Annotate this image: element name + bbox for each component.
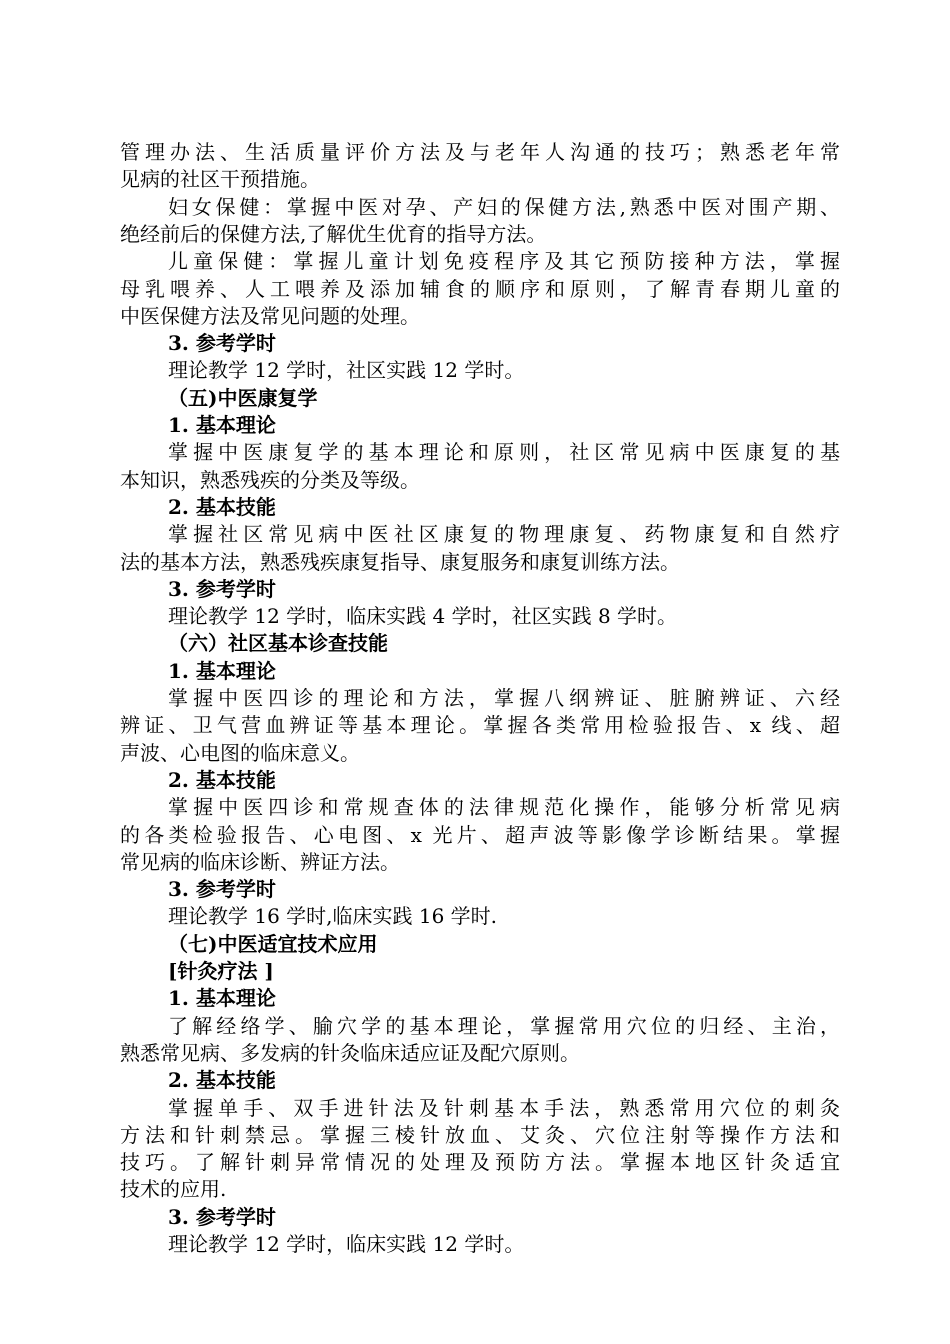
body-text-line: 技术的应用. <box>120 1177 227 1201</box>
body-text-line: 熟悉常见病、多发病的针灸临床适应证及配穴原则。 <box>120 1041 580 1065</box>
body-text-line: 掌握中医康复学的基本理论和原则，社区常见病中医康复的基 <box>168 440 840 464</box>
body-text-line: 技巧。了解针刺异常情况的处理及预防方法。掌握本地区针灸适宜 <box>120 1150 840 1174</box>
body-text-line: 理论教学 12 学时，社区实践 12 学时。 <box>168 358 525 382</box>
body-text-line: 本知识，熟悉残疾的分类及等级。 <box>120 468 420 492</box>
body-text-line: 掌握单手、双手进针法及针刺基本手法，熟悉常用穴位的刺灸 <box>168 1096 840 1120</box>
body-text-line: 母乳喂养、人工喂养及添加辅食的顺序和原则，了解青春期儿童的 <box>120 277 840 301</box>
body-text-line: 方法和针刺禁忌。掌握三棱针放血、艾灸、穴位注射等操作方法和 <box>120 1123 840 1147</box>
subheading: 3. 参考学时 <box>168 331 276 355</box>
subheading: 1. 基本理论 <box>168 986 276 1010</box>
subheading: 1. 基本理论 <box>168 413 276 437</box>
subheading: 3. 参考学时 <box>168 877 276 901</box>
body-text-line: 掌握中医四诊和常规查体的法律规范化操作，能够分析常见病 <box>168 795 840 819</box>
body-text-line: 中医保健方法及常见问题的处理。 <box>120 304 420 328</box>
subheading: 2. 基本技能 <box>168 768 276 792</box>
body-text-line: 儿童保健：掌握儿童计划免疫程序及其它预防接种方法，掌握 <box>168 249 840 273</box>
body-text-line: 管理办法、生活质量评价方法及与老年人沟通的技巧；熟悉老年常 <box>120 140 840 164</box>
subheading: 3. 参考学时 <box>168 577 276 601</box>
body-text-line: 了解经络学、腧穴学的基本理论，掌握常用穴位的归经、主治， <box>168 1014 840 1038</box>
subheading: 2. 基本技能 <box>168 1068 276 1092</box>
body-text-line: 法的基本方法，熟悉残疾康复指导、康复服务和康复训练方法。 <box>120 550 680 574</box>
subsection-heading: [针灸疗法 ] <box>168 959 274 983</box>
section-heading: （五)中医康复学 <box>168 386 318 410</box>
body-text-line: 辨证、卫气营血辨证等基本理论。掌握各类常用检验报告、x 线、超 <box>120 713 840 737</box>
subheading: 2. 基本技能 <box>168 495 276 519</box>
body-text-line: 理论教学 12 学时，临床实践 12 学时。 <box>168 1232 525 1256</box>
body-text-line: 见病的社区干预措施。 <box>120 167 320 191</box>
body-text-line: 绝经前后的保健方法,了解优生优育的指导方法。 <box>120 222 547 246</box>
body-text-line: 理论教学 12 学时，临床实践 4 学时，社区实践 8 学时。 <box>168 604 678 628</box>
subheading: 1. 基本理论 <box>168 659 276 683</box>
section-heading: （七)中医适宜技术应用 <box>168 932 378 956</box>
body-text-line: 妇女保健：掌握中医对孕、产妇的保健方法,熟悉中医对围产期、 <box>168 195 840 219</box>
body-text-line: 声波、心电图的临床意义。 <box>120 741 360 765</box>
body-text-line: 理论教学 16 学时,临床实践 16 学时. <box>168 904 498 928</box>
body-text-line: 掌握中医四诊的理论和方法，掌握八纲辨证、脏腑辨证、六经 <box>168 686 840 710</box>
body-text-line: 常见病的临床诊断、辨证方法。 <box>120 850 400 874</box>
body-text-line: 的各类检验报告、心电图、x 光片、超声波等影像学诊断结果。掌握 <box>120 823 840 847</box>
section-heading: （六）社区基本诊查技能 <box>168 631 388 655</box>
body-text-line: 掌握社区常见病中医社区康复的物理康复、药物康复和自然疗 <box>168 522 840 546</box>
subheading: 3. 参考学时 <box>168 1205 276 1229</box>
